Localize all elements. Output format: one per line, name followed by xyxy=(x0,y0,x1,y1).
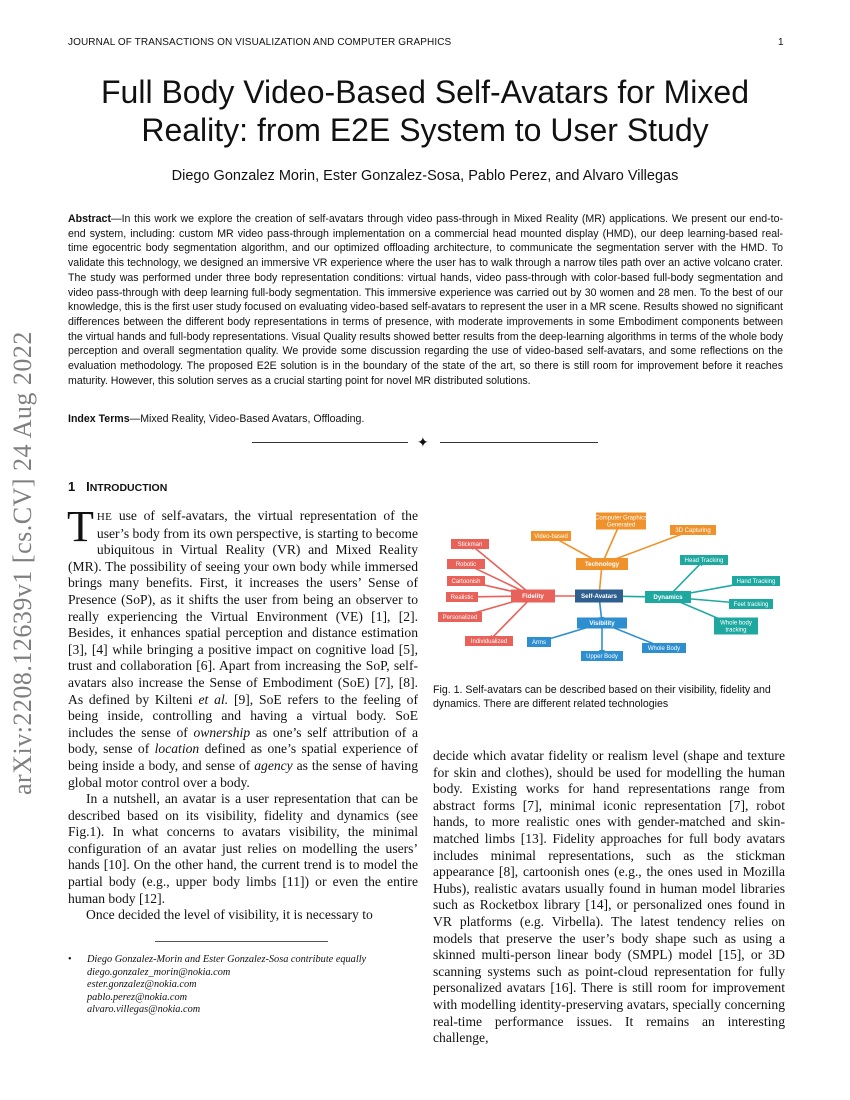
footnote-email: pablo.perez@nokia.com xyxy=(87,991,188,1003)
intro-italic: et al. xyxy=(198,691,229,707)
node-computer-graphics-generated-label: Generated xyxy=(606,522,636,529)
node-3d-capturing-label: 3D Capturing xyxy=(675,528,711,534)
running-head: JOURNAL OF TRANSACTIONS ON VISUALIZATION AND COMPUTER GRAPHICS xyxy=(68,37,452,48)
footnote-bullet: • xyxy=(68,954,72,965)
left-column xyxy=(67,502,418,924)
node-personalized-label: Personalized xyxy=(442,615,478,621)
footnote-email: alvaro.villegas@nokia.com xyxy=(87,1004,201,1016)
node-realistic xyxy=(446,592,478,602)
node-arms xyxy=(527,637,551,647)
footnote-email: ester.gonzalez@nokia.com xyxy=(87,979,197,991)
footnote-rule xyxy=(155,941,328,942)
separator-line-left xyxy=(252,442,408,443)
node-dynamics xyxy=(645,591,691,603)
node-3d-capturing xyxy=(670,525,716,535)
node-cartoonish-label: Cartoonish xyxy=(451,579,481,585)
lead-smallcaps: HE xyxy=(96,511,113,523)
separator-line-right xyxy=(440,442,598,443)
node-fidelity-label: Fidelity xyxy=(522,593,544,600)
intro-italic: agency xyxy=(254,757,293,773)
node-technology-label: Technology xyxy=(584,561,620,568)
arxiv-identifier: arXiv:2208.12639v1 [cs.CV] 24 Aug 2022 xyxy=(8,331,37,795)
figure-caption: Fig. 1. Self-avatars can be described based on their visibility, fidelity and dynamics. There are different related technologies xyxy=(433,684,771,710)
node-whole-body-label: Whole Body xyxy=(647,646,681,652)
node-self-avatars xyxy=(575,590,623,603)
intro-text: use of self-avatars, the virtual representation of the user’s body from its own perspective, is starting to become ubiquitous in Virtual Reality (VR) and Mixed Reality (MR). The possibility of seeing your own body while immersed brings many benefits. First, it increases the users’ Sense of Presence (SoP), as it shifts the user from being an observer to really experiencing the Virtual Environment (VE) [1], [2]. Besides, it enhances spatial perception and distance estimation [3], [4] while bringing a positive impact on cognitive load [5], trust and collaboration [6]. Apart from increasing the SoP, self-avatars also increase the Sense of Embodiment (SoE) [7], [8]. As defined by Kilteni xyxy=(68,508,418,707)
section-title-initial: I xyxy=(86,479,90,494)
node-self-avatars-label: Self-Avatars xyxy=(581,593,617,600)
intro-paragraph-1 xyxy=(67,502,418,791)
node-computer-graphics-generated-label: Computer Graphics xyxy=(594,515,648,522)
node-dynamics-label: Dynamics xyxy=(653,594,683,601)
node-arms-label: Arms xyxy=(532,640,546,646)
section-number: 1 xyxy=(68,479,76,494)
footnote-email: diego.gonzalez_morin@nokia.com xyxy=(87,966,231,978)
section-title-rest: NTRODUCTION xyxy=(89,482,168,494)
author-list: Diego Gonzalez Morin, Ester Gonzalez-Sosa, Pablo Perez, and Alvaro Villegas xyxy=(171,168,679,184)
abstract-label: Abstract xyxy=(68,213,111,225)
node-whole-body-tracking xyxy=(714,618,758,635)
index-terms-text: —Mixed Reality, Video-Based Avatars, Offloading. xyxy=(129,413,365,425)
node-individualized-label: Individualized xyxy=(470,639,508,645)
intro-text: as one’s self attribution of a body, sense of xyxy=(68,724,418,757)
node-hand-tracking-label: Hand Tracking xyxy=(736,579,776,585)
intro-text: [9], SoE refers to the feeling of being inside, controlling and having a virtual body. SoE includes the sense of xyxy=(68,691,418,740)
node-robotic xyxy=(447,559,485,569)
intro-italic: location xyxy=(154,741,200,757)
figure-self-avatars-diagram xyxy=(436,508,786,668)
node-technology xyxy=(576,558,628,570)
node-visibility xyxy=(577,618,627,629)
abstract-text: —In this work we explore the creation of self-avatars through video pass-through in Mixed Reality (MR) applications. We present our end-to-end system, including: custom MR video pass-through implementation on a commercial head mounted display (HMD), our deep learning-based real-time egocentric body segmentation algorithm, and our optimized offloading architecture, to communicate the segmentation server with the HMD. To validate this technology, we designed an immersive VR experience where the user has to walk through a narrow tiles path over an active volcano crater. The study was performed under three body representation conditions: virtual hands, video pass-through with color-based full-body segmentation and video pass-through with deep learning full-body segmentation. This immersive experience was carried out by 30 women and 28 men. To the best of our knowledge, this is the first user study focused on evaluating video-based self-avatars to represent the user in a MR scene. Results showed no significant differences between the different body representations in terms of presence, with moderate improvements in some Embodiment components between the virtual hands and full-body representations. Visual Quality results showed better results from the deep-learning algorithms in terms of the whole body perception and overall segmentation quality. We provide some discussion regarding the use of video-based self-avatars, and some reflections on the evaluation methodology. The proposed E2E solution is in the boundary of the state of the art, so there is still room for improvement before it reaches maturity. However, this solution serves as a crucial starting point for novel MR distributed solutions. xyxy=(68,213,783,387)
node-stickman-label: Stickman xyxy=(457,542,483,548)
drop-cap: T xyxy=(67,502,94,551)
node-head-tracking xyxy=(680,555,728,565)
node-video-based-label: Video-based xyxy=(534,534,568,540)
node-upper-body xyxy=(581,651,623,661)
intro-text: as the sense of having global motor control over a body. xyxy=(68,757,418,790)
intro-paragraph-2: In a nutshell, an avatar is a user representation that can be described based on its visibility, fidelity and dynamics (see Fig.1). In what concerns to avatars visibility, the minimal configuration of an avatar just relies on modelling the users’ hands [10]. On the other hand, the current trend is to model the partial body (e.g., upper body limbs [11]) or even the entire human body [12]. xyxy=(68,791,418,906)
section-heading xyxy=(68,479,167,494)
intro-paragraph-3: Once decided the level of visibility, it is necessary to xyxy=(86,907,373,923)
intro-italic: ownership xyxy=(193,724,251,740)
node-computer-graphics-generated xyxy=(595,513,647,530)
node-head-tracking-label: Head Tracking xyxy=(684,558,724,564)
index-terms-label: Index Terms xyxy=(68,413,130,425)
page-number: 1 xyxy=(778,37,784,48)
node-fidelity xyxy=(511,590,555,603)
intro-paragraph-3-continued: decide which avatar fidelity or realism level (shape and texture for skin and clothes), should be used for modelling the human body. Existing works for hand representations range from abstract forms [7], minimal iconic representation [7], robot hands, to more realistic ones with gender-matched and skin-matched limbs [13]. Fidelity approaches for full body avatars includes minimal representations, such as the stickman appearance [8], cartoonish ones (e.g., the ones used in Mozilla Hubs), realistic avatars usually found in human model libraries such as Rocketbox library [14], or personalized ones found in VR platforms (e.g. Virbella). The latest tendency relies on models that preserve the user’s body shape such as using a skinned multi-person linear body (SMPL) model [15], or 3D scanning systems such as point-cloud representation for fully personalized avatars [16]. There is still room for improvement with modelling identity-preserving avatars, specially concerning real-time performance issues. It remains an interesting challenge, xyxy=(433,748,785,1046)
intro-text: defined as one’s spatial experience of being inside a body, and sense of xyxy=(68,741,418,773)
node-realistic-label: Realistic xyxy=(450,595,474,601)
abstract xyxy=(68,212,783,388)
footnote xyxy=(68,954,418,1017)
node-cartoonish xyxy=(447,576,485,586)
node-visibility-label: Visibility xyxy=(589,620,615,627)
right-column xyxy=(433,748,785,1047)
separator-diamond-icon: ✦ xyxy=(417,434,429,450)
paper-title: Full Body Video-Based Self-Avatars for Mixed Reality: from E2E System to User Study xyxy=(100,74,749,148)
node-feet-tracking xyxy=(729,599,773,609)
index-terms xyxy=(68,413,783,425)
node-stickman xyxy=(451,539,489,549)
node-feet-tracking-label: Feet tracking xyxy=(733,602,769,608)
node-hand-tracking xyxy=(732,576,780,586)
node-personalized xyxy=(438,612,482,622)
node-whole-body-tracking-label: Whole body xyxy=(720,620,752,627)
node-robotic-label: Robotic xyxy=(455,562,477,568)
diagram-edges xyxy=(457,521,756,656)
node-individualized xyxy=(465,636,513,646)
node-upper-body-label: Upper Body xyxy=(586,654,618,660)
node-video-based xyxy=(531,531,571,541)
node-whole-body-tracking-label: tracking xyxy=(725,627,747,634)
footnote-contribution: Diego Gonzalez-Morin and Ester Gonzalez-Sosa contribute equally xyxy=(87,954,367,965)
node-whole-body xyxy=(642,643,686,653)
